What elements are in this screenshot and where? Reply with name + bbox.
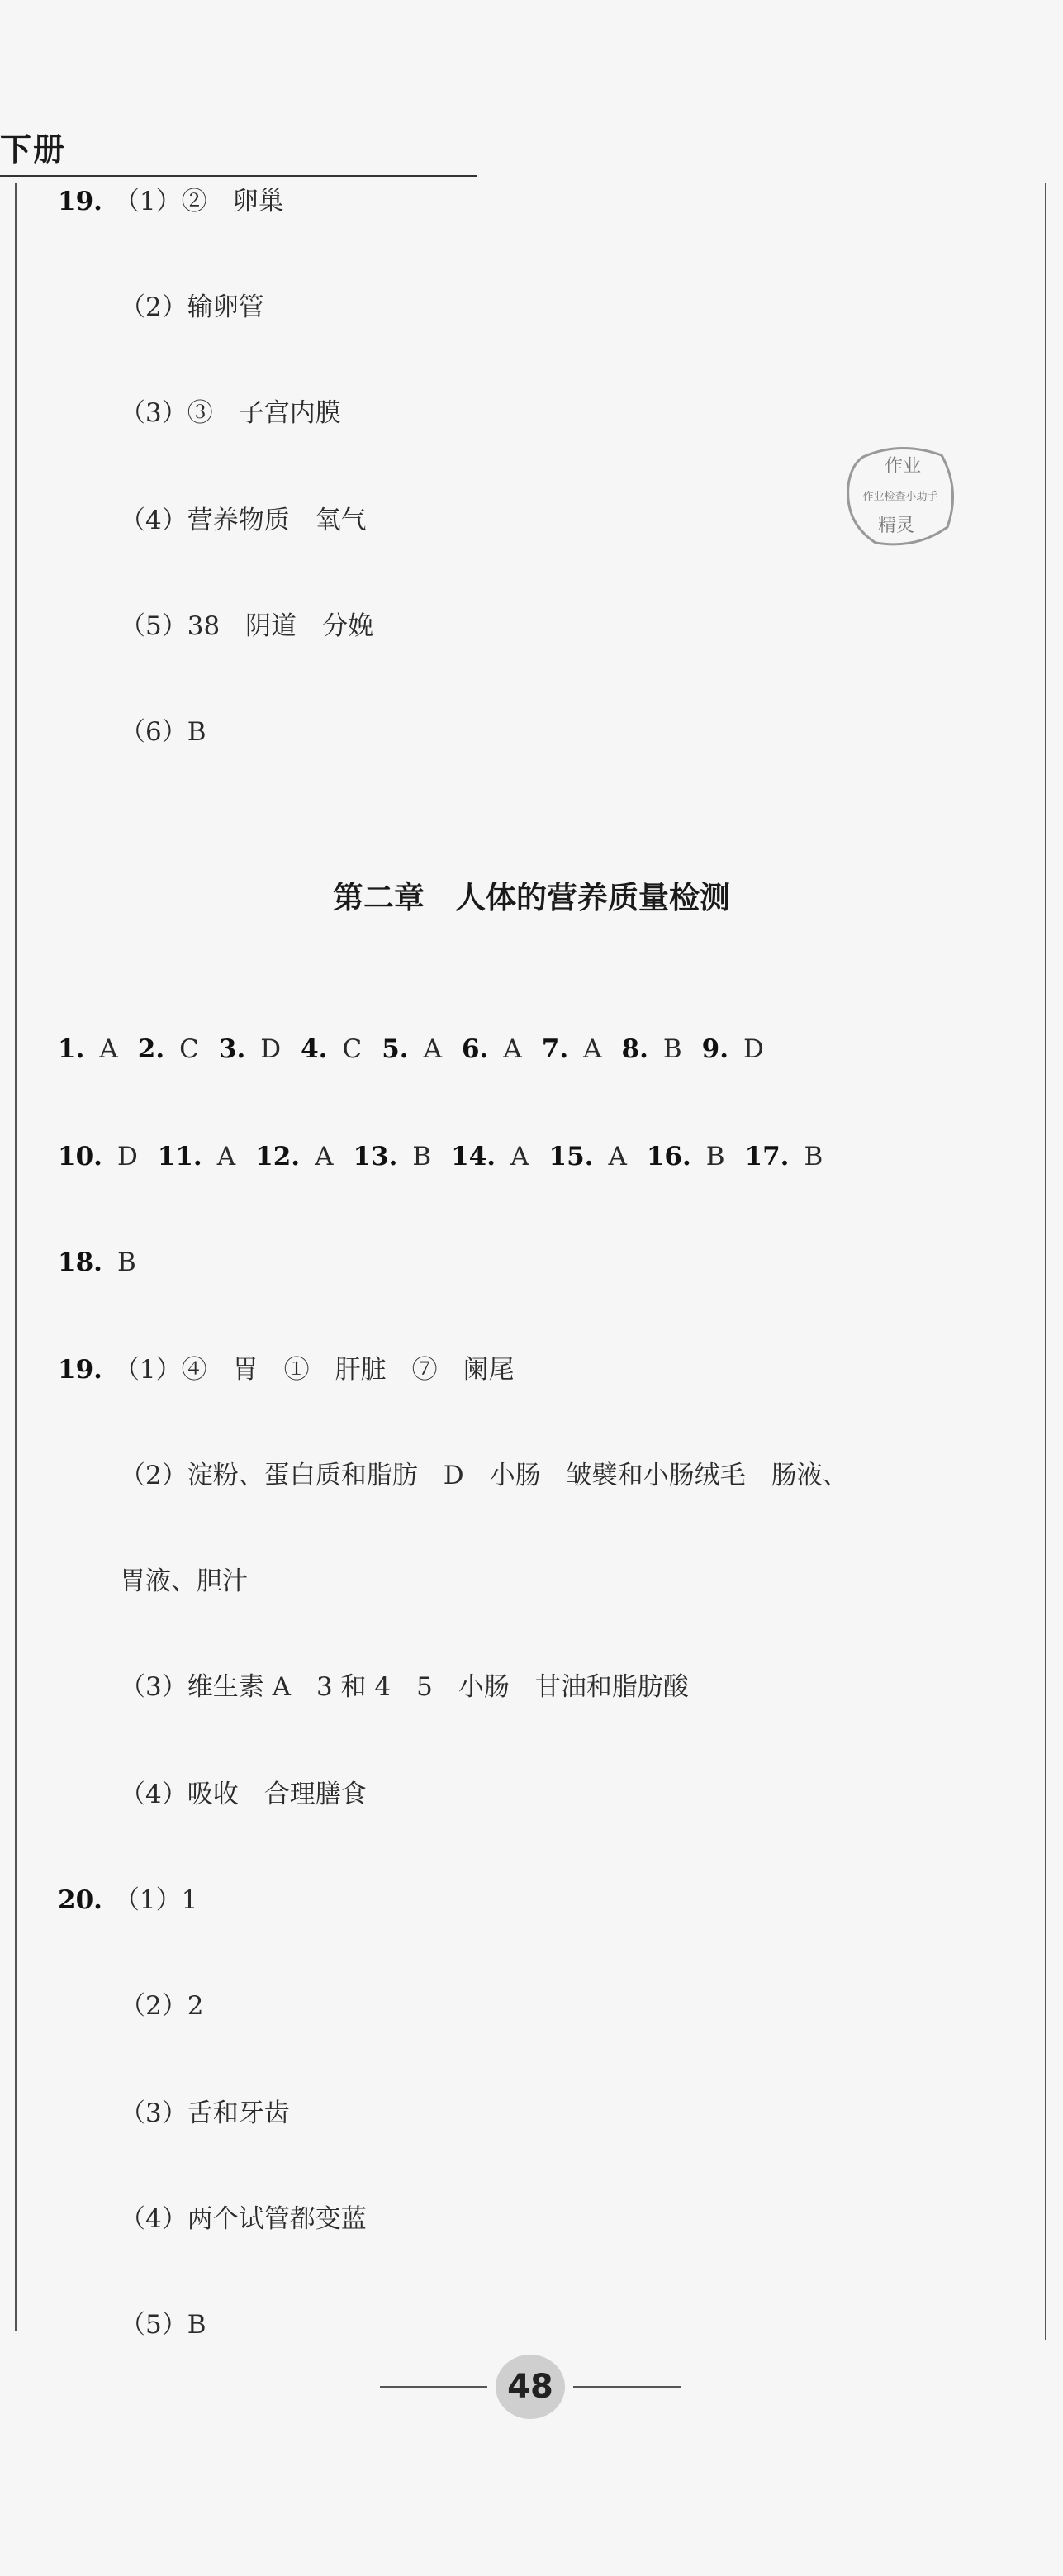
mc-answer: D — [743, 1034, 764, 1064]
mc-answer-row-3 — [58, 1248, 156, 1277]
mc-answer: C — [179, 1034, 199, 1064]
mc-question-number: 12. — [255, 1142, 301, 1172]
mc-answer: B — [804, 1142, 823, 1172]
mc-question-number: 3. — [218, 1034, 246, 1064]
mc-answer: A — [510, 1142, 529, 1172]
q20-part1: （1）1 — [113, 1885, 198, 1915]
mc-question-number: 9. — [701, 1034, 729, 1064]
q20-part5: （5）B — [120, 2310, 206, 2340]
chapter-title: 第二章 人体的营养质量检测 — [333, 880, 730, 915]
q19a-part3: （3）③ 子宫内膜 — [120, 398, 341, 428]
mc-answer-row-2 — [58, 1142, 842, 1172]
q19a-number: 19. — [58, 187, 102, 216]
mc-answer: C — [342, 1034, 363, 1064]
q19a-part5: （5）38 阴道 分娩 — [120, 611, 374, 641]
homework-stamp — [838, 440, 962, 552]
q19b-number: 19. — [58, 1355, 102, 1385]
mc-question-number: 4. — [301, 1034, 328, 1064]
mc-question-number: 1. — [58, 1034, 85, 1064]
q20-part4: （4）两个试管都变蓝 — [120, 2204, 367, 2234]
mc-question-number: 8. — [621, 1034, 648, 1064]
mc-answer: A — [423, 1034, 442, 1064]
mc-answer: B — [662, 1034, 682, 1064]
page-footer — [0, 2355, 1063, 2421]
page-rule-right — [573, 2386, 681, 2388]
mc-question-number: 2. — [137, 1034, 165, 1064]
mc-answer: A — [216, 1142, 236, 1172]
mc-answer: A — [583, 1034, 602, 1064]
q20-part2: （2）2 — [120, 1991, 204, 2021]
header-rule — [0, 175, 477, 177]
page-rule-left — [380, 2386, 487, 2388]
q19b-part1: （1）④ 胃 ① 肝脏 ⑦ 阑尾 — [113, 1355, 515, 1385]
mc-question-number: 17. — [744, 1142, 790, 1172]
q19a-part4: （4）营养物质 氧气 — [120, 506, 367, 535]
q20-line1 — [58, 1885, 197, 1915]
mc-question-number: 11. — [157, 1142, 202, 1172]
mc-question-number: 5. — [382, 1034, 409, 1064]
stamp-text-top: 作业 — [884, 456, 922, 477]
left-margin-line — [15, 183, 17, 2331]
mc-question-number: 15. — [548, 1142, 594, 1172]
q19b-part3: （3）维生素 A 3 和 4 5 小肠 甘油和脂肪酸 — [120, 1672, 689, 1702]
q19a-part6: （6）B — [120, 717, 206, 747]
mc-answer: B — [412, 1142, 432, 1172]
q19b-part2: （2）淀粉、蛋白质和脂肪 D 小肠 皱襞和小肠绒毛 肠液、 — [120, 1461, 848, 1490]
mc-answer: A — [315, 1142, 334, 1172]
volume-label: 下册 — [0, 131, 67, 168]
q19a-part2: （2）输卵管 — [120, 292, 264, 322]
mc-question-number: 7. — [541, 1034, 569, 1064]
page-number: 48 — [496, 2355, 565, 2419]
mc-answer: B — [116, 1248, 136, 1277]
q20-number: 20. — [58, 1885, 102, 1915]
stamp-text-middle: 作业检查小助手 — [862, 491, 938, 503]
mc-answer: A — [503, 1034, 522, 1064]
mc-answer-row-1 — [58, 1034, 784, 1064]
mc-answer: A — [99, 1034, 118, 1064]
mc-answer: B — [705, 1142, 725, 1172]
mc-answer: D — [260, 1034, 282, 1064]
mc-question-number: 18. — [58, 1248, 102, 1277]
q19b-part4: （4）吸收 合理膳食 — [120, 1780, 367, 1809]
mc-question-number: 14. — [451, 1142, 496, 1172]
mc-answer: A — [608, 1142, 627, 1172]
q19a-part1: （1）② 卵巢 — [113, 187, 284, 216]
q19b-line1 — [58, 1355, 515, 1385]
mc-question-number: 10. — [58, 1142, 102, 1172]
right-margin-line — [1045, 183, 1046, 2340]
stamp-text-bottom: 精灵 — [877, 516, 915, 536]
mc-question-number: 6. — [461, 1034, 489, 1064]
mc-answer: D — [116, 1142, 138, 1172]
q19b-part2-cont: 胃液、胆汁 — [120, 1566, 248, 1596]
q19a-line1 — [58, 187, 284, 216]
mc-question-number: 16. — [646, 1142, 691, 1172]
mc-question-number: 13. — [353, 1142, 398, 1172]
q20-part3: （3）舌和牙齿 — [120, 2098, 290, 2128]
